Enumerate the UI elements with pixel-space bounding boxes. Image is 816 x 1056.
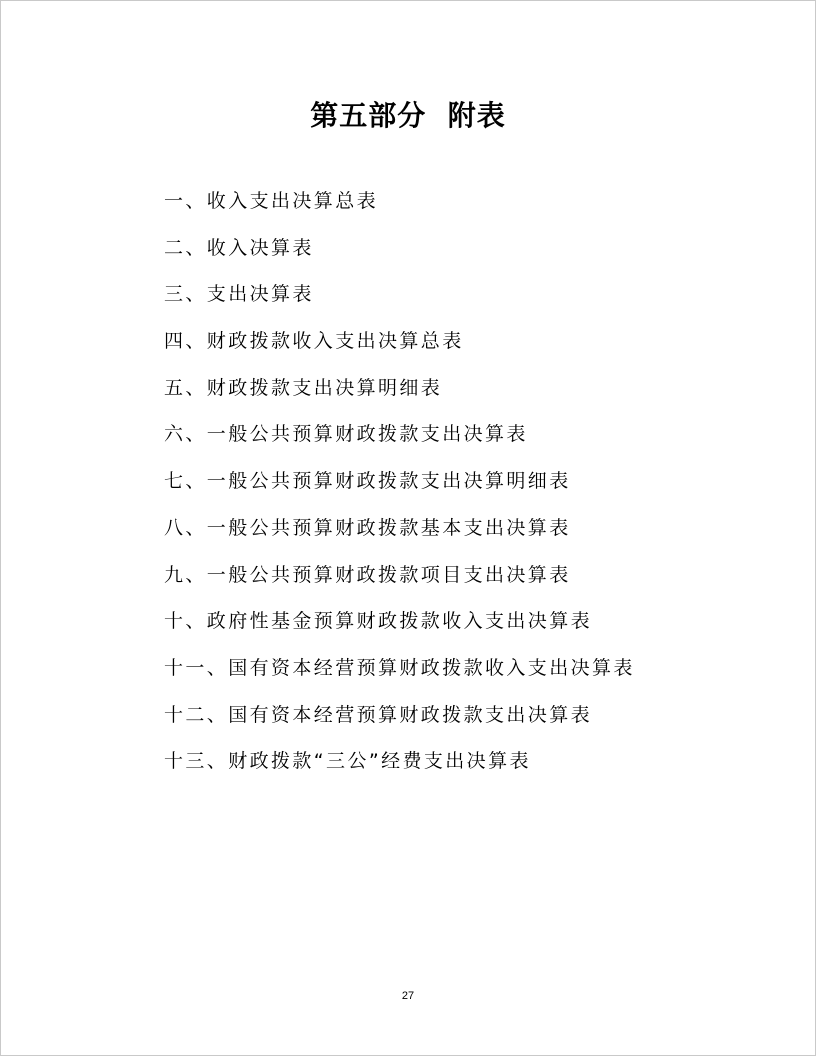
list-item: 三、支出决算表 — [164, 283, 314, 306]
list-item: 七、一般公共预算财政拨款支出决算明细表 — [164, 470, 571, 493]
list-item: 四、财政拨款收入支出决算总表 — [164, 330, 464, 353]
list-item: 五、财政拨款支出决算明细表 — [164, 376, 443, 399]
list-item: 十二、国有资本经营预算财政拨款支出决算表 — [164, 703, 593, 726]
list-item: 二、收入决算表 — [164, 236, 314, 259]
page-title: 第五部分 附表 — [310, 99, 506, 132]
list-item: 十、政府性基金预算财政拨款收入支出决算表 — [164, 610, 593, 633]
page-number: 27 — [401, 990, 415, 1002]
list-item: 八、一般公共预算财政拨款基本支出决算表 — [164, 516, 571, 539]
list-item: 十三、财政拨款“三公”经费支出决算表 — [164, 750, 531, 773]
list-item: 十一、国有资本经营预算财政拨款收入支出决算表 — [164, 656, 635, 679]
list-item: 一、收入支出决算总表 — [164, 190, 379, 212]
list-item: 六、一般公共预算财政拨款支出决算表 — [164, 423, 528, 446]
list-item: 九、一般公共预算财政拨款项目支出决算表 — [164, 563, 571, 586]
appendix-table-list — [164, 184, 635, 791]
